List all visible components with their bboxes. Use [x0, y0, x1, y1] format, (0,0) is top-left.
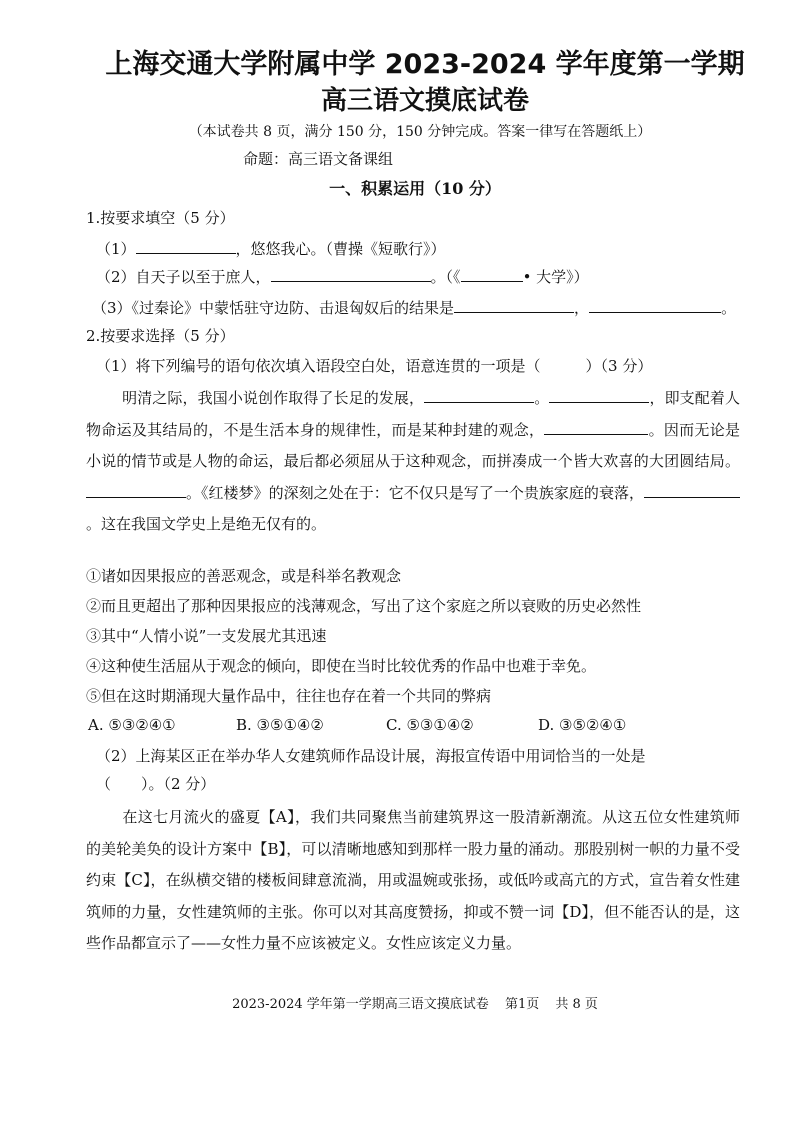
fill-blank — [136, 238, 236, 254]
question-2-1-stem: （1）将下列编号的语句依次填入语段空白处，语意连贯的一项是（ ）（3 分） — [96, 357, 653, 375]
footer-page-number: 第1页 — [504, 997, 540, 1012]
question-1-item-3 — [92, 297, 736, 318]
choice-4: ④这种使生活屈从于观念的倾向，即使在当时比较优秀的作品中也难于幸免。 — [86, 657, 597, 675]
choice-5: ⑤但在这时期涌现大量作品中，往往也存在着一个共同的弊病 — [86, 687, 492, 705]
fill-blank — [644, 482, 740, 498]
passage-1-part-b: 。 — [534, 389, 550, 407]
option-a: A. ⑤③②④① — [88, 716, 176, 734]
question-2-label: 2.按要求选择（5 分） — [86, 327, 235, 345]
exam-title-line2: 高三语文摸底试卷 — [320, 86, 529, 116]
fill-blank — [549, 387, 649, 403]
page-footer — [0, 993, 800, 1012]
passage-1-part-f: 。这在我国文学史上是绝无仅有的。 — [86, 515, 327, 533]
exam-instructions: （本试卷共 8 页，满分 150 分，150 分钟完成。答案一律写在答题纸上） — [188, 124, 652, 140]
question-1-item-1 — [96, 238, 446, 259]
fill-blank — [271, 266, 431, 282]
passage-1-part-d: 。因而无论是小说的情节或是人物的命运，最后都必须屈从于这种观念，而拼凑成一个皆大欢喜的大团圆结局。 — [86, 420, 740, 470]
fill-blank — [461, 266, 523, 282]
fill-blank — [544, 419, 648, 435]
passage-1-part-a: 明清之际，我国小说创作取得了长足的发展， — [122, 389, 425, 407]
exam-title-line1: 上海交通大学附属中学 2023-2024 学年度第一学期 — [105, 49, 745, 80]
passage-2 — [86, 802, 740, 960]
question-2-2-stem-line1: （2）上海某区正在举办华人女建筑师作品设计展，海报宣传语中用词恰当的一处是 — [96, 747, 646, 765]
item-1-prefix: （1） — [96, 240, 136, 258]
exam-author: 命题：高三语文备课组 — [243, 150, 394, 168]
fill-blank — [589, 297, 721, 313]
passage-2-text: 在这七月流火的盛夏【A】，我们共同聚焦当前建筑界这一股清新潮流。从这五位女性建筑师的美轮美奂的设计方案中【B】，可以清晰地感知到那样一股力量的涌动。那股别树一帜的力量不受约束【C】，在纵横交错的楼板间肆意流淌，用或温婉或张扬，或低吟或高亢的方式，宣告着女性建筑师的力量，女性建筑师的主张。你可以对其高度赞扬，抑或不赞一词【D】，但不能否认的是，这些作品都宣示了——女性力量不应该被定义。女性应该定义力量。 — [86, 808, 740, 952]
item-3-suffix: 。 — [721, 299, 737, 317]
item-3-prefix: （3）《过秦论》中蒙恬驻守边防、击退匈奴后的结果是 — [92, 299, 455, 317]
question-1-item-2 — [96, 266, 589, 287]
option-d: D. ③⑤②④① — [538, 716, 627, 734]
section-heading: 一、积累运用（10 分） — [329, 179, 501, 198]
footer-exam-name: 2023-2024 学年第一学期高三语文摸底试卷 — [232, 997, 489, 1012]
item-1-suffix: ，悠悠我心。（曹操《短歌行》） — [235, 240, 446, 258]
choice-3: ③其中“人情小说”一支发展尤其迅速 — [86, 627, 327, 645]
footer-page-total: 共 8 页 — [555, 997, 598, 1012]
question-1-label: 1.按要求填空（5 分） — [86, 209, 235, 227]
question-2-2-stem-line2: （ ）。（2 分） — [96, 775, 216, 793]
passage-1-part-c: ，即支配着人物命运及其结局的，不是生活本身的规律性，而是某种封建的观念， — [86, 389, 740, 439]
item-3-middle: ， — [574, 299, 590, 317]
passage-1-part-e: 。《红楼梦》的深刻之处在于：它不仅只是写了一个贵族家庭的衰落， — [186, 483, 644, 502]
item-2-middle: 。（《 — [430, 268, 461, 286]
fill-blank — [86, 482, 186, 498]
passage-1 — [86, 383, 740, 541]
choice-1: ①诸如因果报应的善恶观念，或是科举名教观念 — [86, 567, 402, 585]
choice-2: ②而且更超出了那种因果报应的浅薄观念，写出了这个家庭之所以衰败的历史必然性 — [86, 597, 642, 615]
fill-blank — [424, 387, 534, 403]
item-2-suffix: • 大学》） — [522, 268, 589, 286]
option-b: B. ③⑤①④② — [236, 716, 324, 734]
item-2-prefix: （2）自天子以至于庶人， — [96, 268, 271, 286]
option-c: C. ⑤③①④② — [386, 716, 474, 734]
fill-blank — [454, 297, 574, 313]
